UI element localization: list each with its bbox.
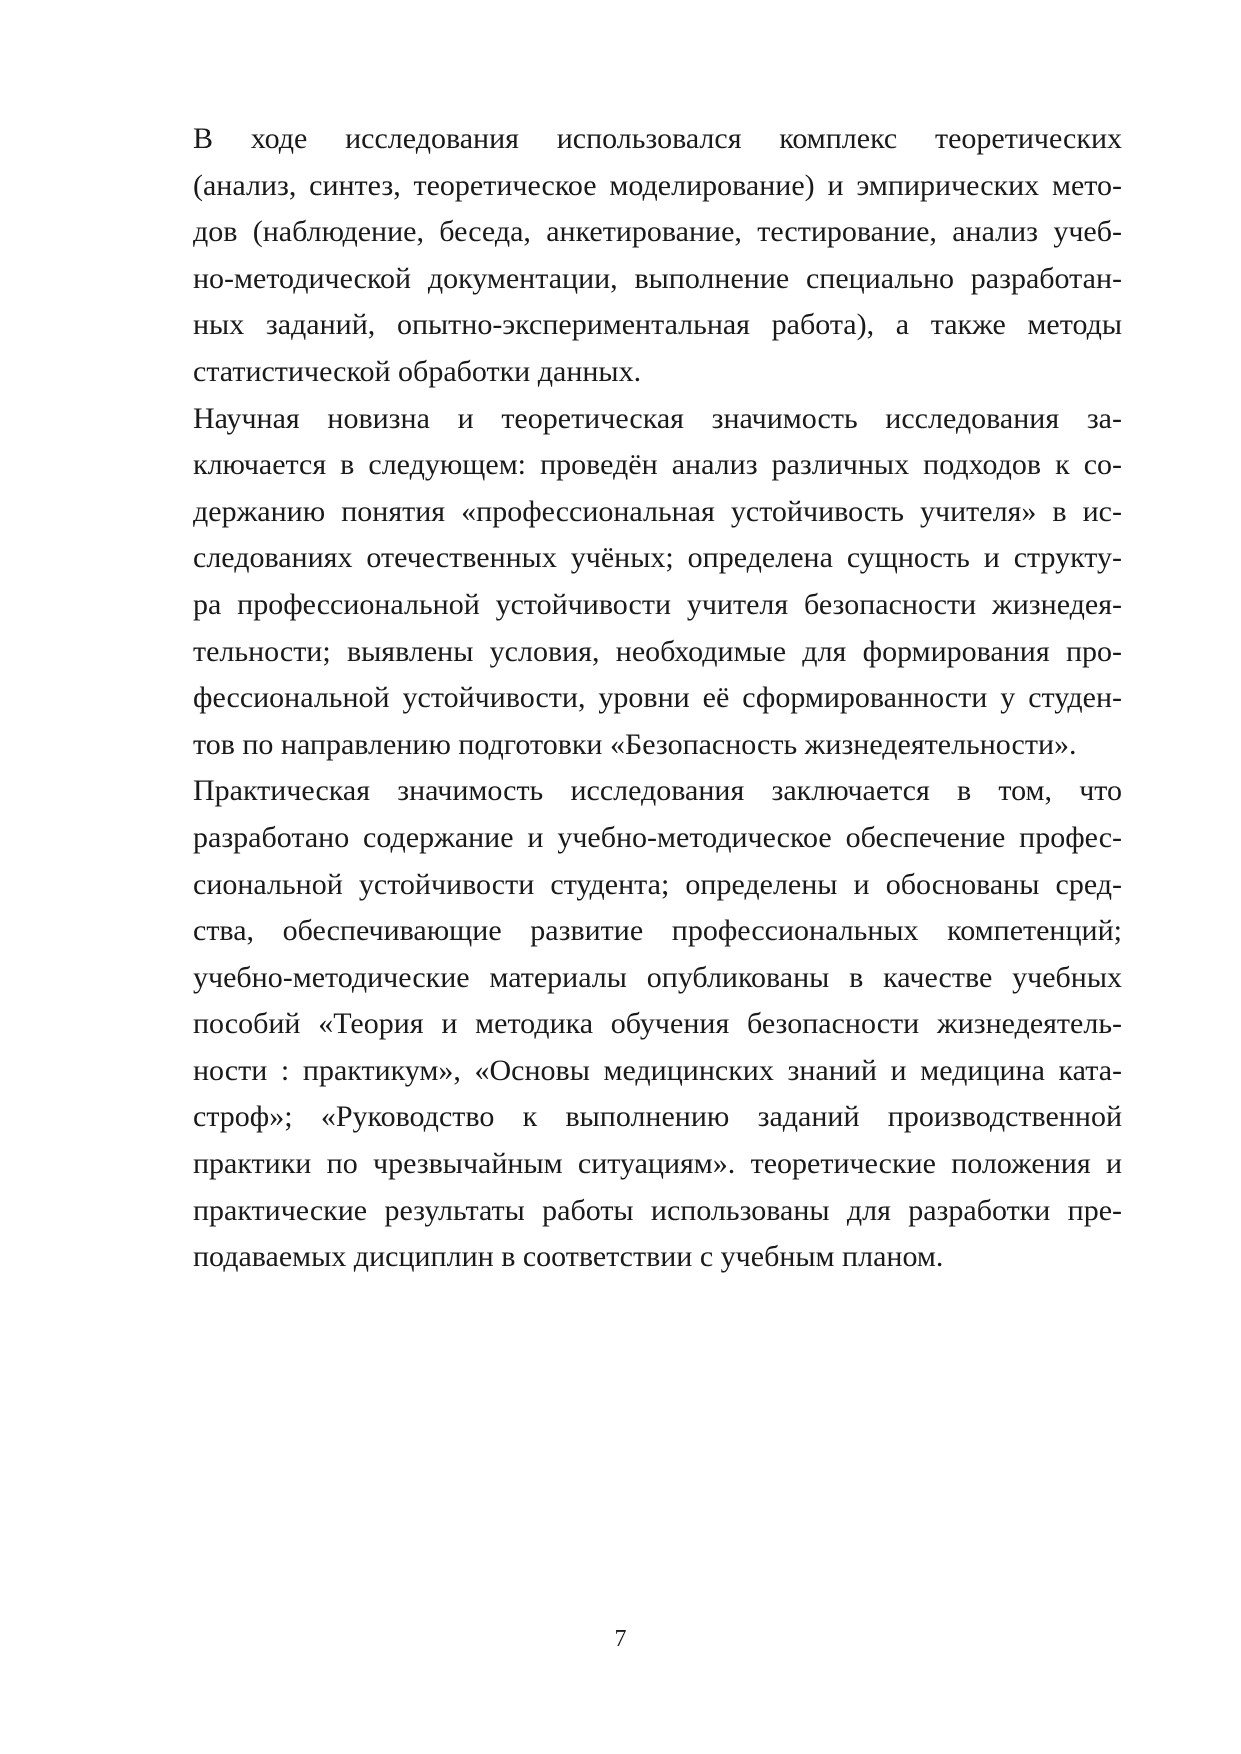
page-number: 7 [614, 1626, 627, 1652]
text-line: разработано содержание и учебно-методическое обеспечение профес- [193, 820, 1122, 854]
text-line: следованиях отечественных учёных; определена сущность и структу- [193, 541, 1122, 575]
text-line: ра профессиональной устойчивости учителя безопасности жизнедея- [193, 587, 1122, 621]
text-line: Практическая значимость исследования заключается в том, что [193, 774, 1122, 808]
text-line: учебно-методические материалы опубликованы в качестве учебных [193, 960, 1122, 994]
text-line: дов (наблюдение, беседа, анкетирование, тестирование, анализ учеб- [193, 215, 1122, 249]
text-line: фессиональной устойчивости, уровни её сформированности у студен- [193, 681, 1122, 715]
text-line: ства, обеспечивающие развитие профессиональных компетенций; [193, 914, 1122, 948]
text-line: (анализ, синтез, теоретическое моделирование) и эмпирических мето- [193, 168, 1122, 202]
body-text [118, 116, 1122, 1281]
text-line: ности : практикум», «Основы медицинских знаний и медицина ката- [193, 1053, 1122, 1087]
text-line: практические результаты работы использованы для разработки пре- [193, 1193, 1122, 1227]
text-line: тельности; выявлены условия, необходимые для формирования про- [193, 634, 1122, 668]
text-line: сиональной устойчивости студента; определены и обоснованы сред- [193, 867, 1122, 901]
text-line: Научная новизна и теоретическая значимость исследования за- [193, 401, 1122, 435]
text-line: ключается в следующем: проведён анализ различных подходов к со- [193, 448, 1122, 482]
text-line: статистической обработки данных. [193, 354, 642, 388]
text-line: пособий «Теория и методика обучения безопасности жизнедеятель- [193, 1007, 1122, 1041]
paragraph-practical-significance [118, 768, 1122, 1281]
text-line: подаваемых дисциплин в соответствии с учебным планом. [193, 1240, 944, 1274]
text-line: строф»; «Руководство к выполнению заданий производственной [193, 1100, 1122, 1134]
text-line: но-методической документации, выполнение специально разработан- [193, 261, 1122, 295]
text-line: ных заданий, опытно-экспериментальная работа), а также методы [193, 308, 1122, 342]
text-line: тов по направлению подготовки «Безопасность жизнедеятельности». [193, 727, 1077, 761]
text-line: В ходе исследования использовался комплекс теоретических [193, 122, 1122, 155]
text-line: практики по чрезвычайным ситуациям». теоретические положения и [193, 1147, 1122, 1181]
paragraph-research-methods [118, 116, 1122, 396]
text-line: держанию понятия «профессиональная устойчивость учителя» в ис- [193, 494, 1122, 528]
paragraph-scientific-novelty [118, 396, 1122, 769]
